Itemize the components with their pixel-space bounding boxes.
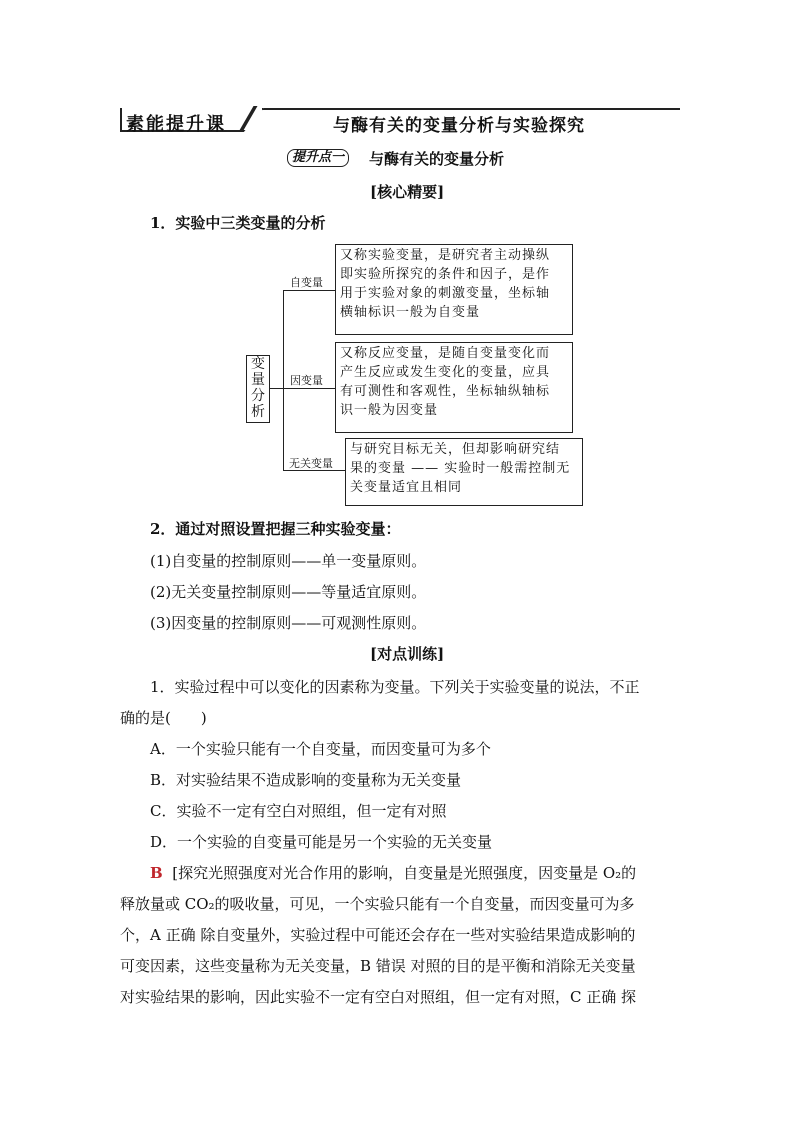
- diagram-root-char: 分: [251, 388, 265, 404]
- diagram-box-independent: [335, 244, 573, 335]
- section1-title: 1．实验中三类变量的分析: [150, 214, 326, 232]
- section2-item: (1)自变量的控制原则——单一变量原则。: [150, 552, 427, 570]
- subsection-badge: 提升点一: [287, 149, 349, 167]
- question-stem: 1．实验过程中可以变化的因素称为变量。下列关于实验变量的说法，不正: [150, 678, 640, 696]
- section2-item: (2)无关变量控制原则——等量适宜原则。: [150, 583, 427, 601]
- box-line: 横轴标识一般为自变量: [340, 305, 481, 320]
- box-line: 又称实验变量，是研究者主动操纵: [340, 248, 551, 263]
- answer-line: 可变因素，这些变量称为无关变量，B 错误 对照的目的是平衡和消除无关变量: [120, 957, 636, 975]
- practice-label: [对点训练]: [370, 645, 445, 663]
- answer-line: 个，A 正确 除自变量外，实验过程中可能还会存在一些对实验结果造成影响的: [120, 926, 636, 944]
- box-line: 果的变量 —— 实验时一般需控制无: [350, 461, 571, 476]
- branch-label: 自变量: [290, 276, 323, 289]
- diagram-root-char: 析: [251, 404, 265, 420]
- question-option: B．对实验结果不造成影响的变量称为无关变量: [150, 771, 462, 789]
- box-line: 与研究目标无关，但却影响研究结: [350, 442, 561, 457]
- branch-label: 因变量: [290, 374, 323, 387]
- section2-item: (3)因变量的控制原则——可观测性原则。: [150, 614, 427, 632]
- connector-branch-2: [283, 388, 335, 389]
- connector-root: [269, 388, 283, 389]
- box-line: 识一般为因变量: [340, 403, 439, 418]
- question-option: C．实验不一定有空白对照组，但一定有对照: [150, 802, 447, 820]
- page-title: 与酶有关的变量分析与实验探究: [333, 116, 585, 136]
- answer-line: [150, 862, 636, 883]
- box-line: 产生反应或发生变化的变量，应具: [340, 365, 551, 380]
- answer-text: [探究光照强度对光合作用的影响，自变量是光照强度，因变量是 O₂的: [172, 864, 637, 882]
- question-option: A．一个实验只能有一个自变量，而因变量可为多个: [150, 740, 491, 758]
- box-line: 即实验所探究的条件和因子，是作: [340, 267, 551, 282]
- diagram-root: [246, 355, 270, 423]
- core-label: [核心精要]: [370, 183, 445, 201]
- box-line: 用于实验对象的刺激变量，坐标轴: [340, 286, 551, 301]
- answer-line: 对实验结果的影响，因此实验不一定有空白对照组，但一定有对照，C 正确 探: [120, 988, 637, 1006]
- question-stem: 确的是( ): [120, 709, 207, 727]
- diagram-box-dependent: [335, 342, 573, 433]
- subsection-title: 与酶有关的变量分析: [369, 150, 505, 168]
- connector-trunk: [283, 290, 284, 470]
- box-line: 关变量适宜且相同: [350, 480, 463, 495]
- diagram-root-char: 量: [251, 372, 265, 388]
- diagram-box-extraneous: [345, 438, 583, 506]
- box-line: 又称反应变量，是随自变量变化而: [340, 346, 551, 361]
- section2-title: 2．通过对照设置把握三种实验变量：: [150, 520, 401, 538]
- question-option: D．一个实验的自变量可能是另一个实验的无关变量: [150, 833, 493, 851]
- branch-label: 无关变量: [289, 457, 333, 470]
- box-line: 有可测性和客观性，坐标轴纵轴标: [340, 384, 551, 399]
- header-tab-label: 素能提升课: [126, 114, 226, 135]
- answer-line: 释放量或 CO₂的吸收量，可见，一个实验只能有一个自变量，而因变量可为多: [120, 895, 635, 913]
- diagram-root-char: 变: [251, 356, 265, 372]
- connector-branch-1: [283, 290, 335, 291]
- answer-letter: B: [150, 864, 163, 882]
